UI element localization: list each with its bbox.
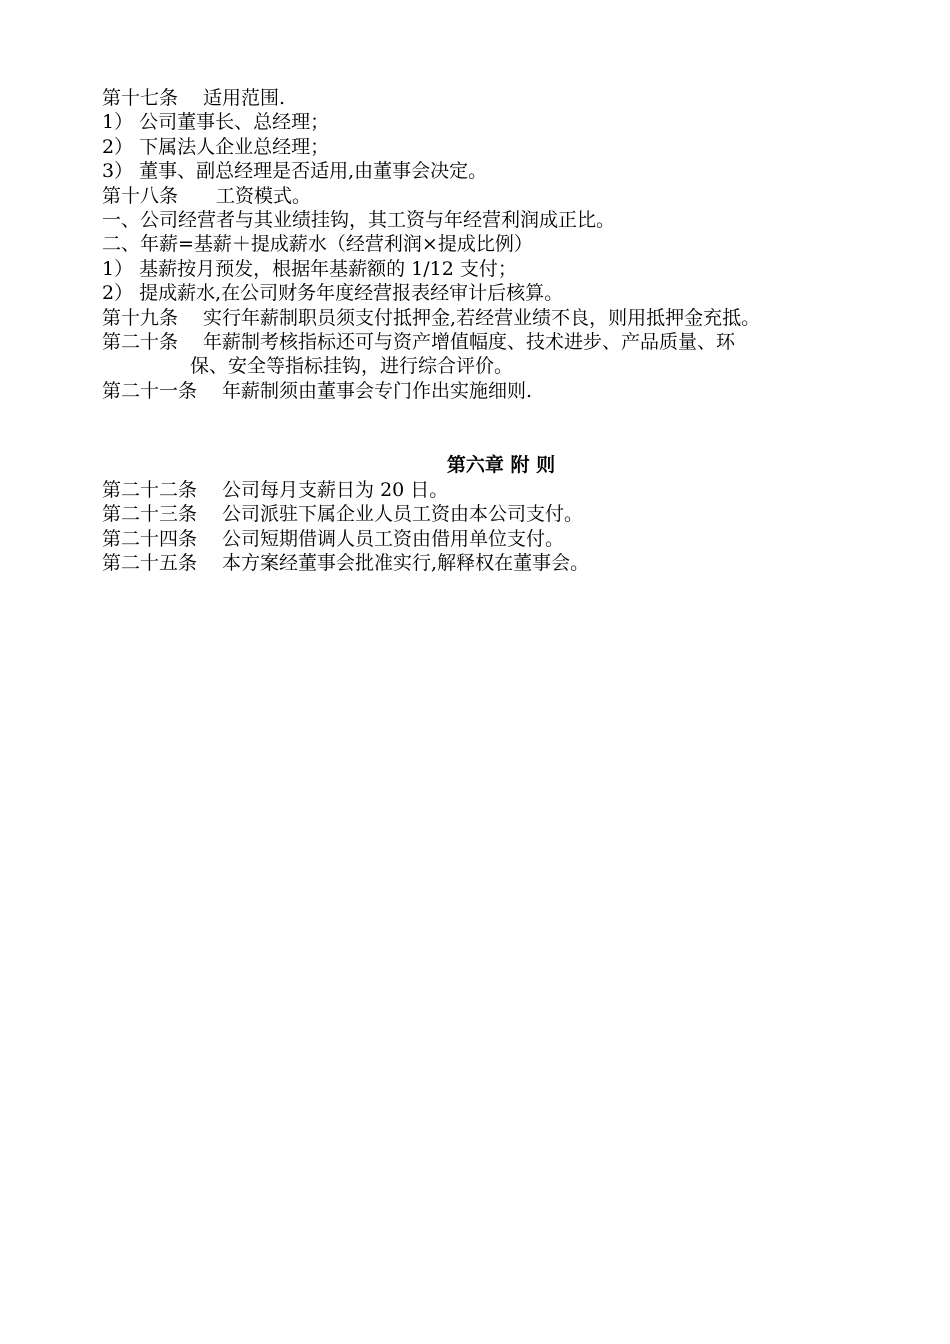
article-17-title: 第十七条 适用范围. bbox=[102, 87, 286, 109]
article-25: 第二十五条 本方案经董事会批准实行,解释权在董事会。 bbox=[102, 552, 590, 575]
list-item: 1） 公司董事长、总经理； bbox=[102, 111, 330, 134]
chapter-heading: 第六章 附 则 bbox=[446, 453, 556, 476]
article-19: 第十九条 实行年薪制职员须支付抵押金,若经营业绩不良，则用抵押金充抵。 bbox=[102, 306, 761, 329]
list-item: 3） 董事、副总经理是否适用,由董事会决定。 bbox=[102, 160, 488, 183]
article-24: 第二十四条 公司短期借调人员工资由借用单位支付。 bbox=[102, 527, 565, 550]
paragraph: 二、年薪=基薪＋提成薪水（经营利润×提成比例） bbox=[102, 233, 533, 256]
list-item: 1） 基薪按月预发，根据年基薪额的 1/12 支付； bbox=[102, 257, 517, 280]
article-20: 第二十条 年薪制考核指标还可与资产增值幅度、技术进步、产品质量、环 bbox=[102, 330, 736, 353]
list-item: 2） 下属法人企业总经理； bbox=[102, 135, 330, 158]
article-23: 第二十三条 公司派驻下属企业人员工资由本公司支付。 bbox=[102, 503, 584, 526]
article-21: 第二十一条 年薪制须由董事会专门作出实施细则. bbox=[102, 379, 533, 402]
paragraph: 一、公司经营者与其业绩挂钩，其工资与年经营利润成正比。 bbox=[102, 208, 616, 231]
list-item: 2） 提成薪水,在公司财务年度经营报表经审计后核算。 bbox=[102, 282, 564, 305]
document-body bbox=[102, 86, 872, 575]
article-22: 第二十二条 公司每月支薪日为 20 日。 bbox=[102, 478, 449, 501]
article-20-continuation: 保、安全等指标挂钩，进行综合评价。 bbox=[190, 355, 514, 378]
section-spacer bbox=[102, 403, 872, 452]
article-18-title: 第十八条 工资模式。 bbox=[102, 184, 312, 207]
